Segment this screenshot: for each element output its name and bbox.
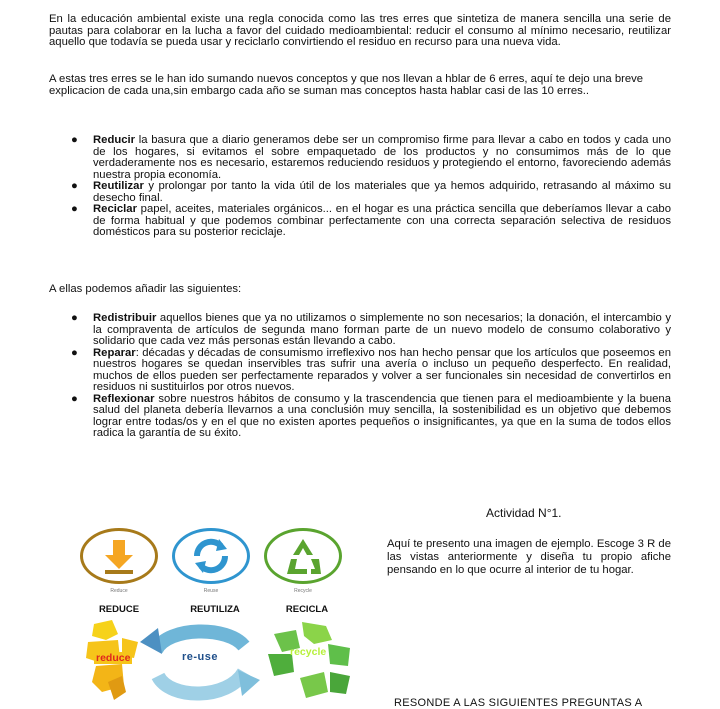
term-reutilizar: Reutilizar <box>93 180 144 193</box>
three-r-list <box>49 135 671 239</box>
activity-instructions: Aquí te presento una imagen de ejemplo. Escoge 3 R de las vistas anteriormente y diseña tu propio afiche pensando en lo que ocurre al interior de tu hogar. <box>387 538 671 576</box>
puzzle-reuse-word: re-use <box>182 651 219 663</box>
list-item <box>49 313 671 348</box>
list-item <box>49 394 671 440</box>
list-item-text: : décadas y décadas de consumismo irreflexivo nos han hecho pensar que los artículos que poseemos en nuestros hogares se quedan inservibles tras sufrir una avería o incluso un pequeño desperfecto. En realidad, muchos de ellos pueden ser perfectamente reparados y volver a ser funcionales sin necesidad de convertirlos en residuos ni sustituirlos por otros nuevos. <box>93 346 671 394</box>
bullet-icon: ● <box>71 134 78 146</box>
list-item <box>49 348 671 394</box>
bullet-icon: ● <box>71 392 78 405</box>
additional-intro: A ellas podemos añadir las siguientes: <box>49 283 242 295</box>
additional-r-list <box>49 313 671 440</box>
bottom-heading-cut: RESONDE A LAS SIGUIENTES PREGUNTAS A <box>394 697 643 709</box>
reduce-icon <box>80 528 158 584</box>
reuse-icon <box>172 528 250 584</box>
list-item-text: sobre nuestros hábitos de consumo y la trascendencia que tienen para el medioambiente y la buena salud del planeta debería llevarnos a una conclusión muy sencilla, la sostenibilidad es un objetivo que debemos lograr entre todas/os y en el que no existen aportes pequeños o insignificantes, ya que en la suma de todos ellos radica la garantía de su éxito. <box>93 392 671 440</box>
bullet-icon: ● <box>71 180 78 193</box>
term-reflexionar: Reflexionar <box>93 392 155 405</box>
list-item <box>49 181 671 204</box>
example-image <box>78 522 358 706</box>
list-item <box>49 204 671 239</box>
recycle-icon <box>264 528 342 584</box>
bullet-icon: ● <box>71 312 78 324</box>
reduce-caption: Reduce <box>110 588 128 594</box>
intro-paragraph-2: A estas tres erres se le han ido sumando nuevos conceptos y que nos llevan a hblar de 6 erres, aquí te dejo una breve explicacion de cada una,sin embargo cada año se suman mas conceptos hasta hablar casi de las 10 erres.. <box>49 73 644 97</box>
reuse-caption: Reuse <box>203 588 219 594</box>
term-reciclar: Reciclar <box>93 203 137 216</box>
puzzle-recycle-word: recycle <box>290 646 327 658</box>
puzzle-reduce-word: reduce <box>96 652 131 664</box>
list-item-text: la basura que a diario generamos debe ser un compromiso firme para llevar a cabo en todos y cada uno de los hogares, si evitamos el sobre empaquetado de los productos y no consumimos más de lo que verdaderamente nos es necesario, estaremos reduciendo residuos y protegiendo el entorno, favoreciendo además nuestra propia economía. <box>93 134 671 181</box>
list-item-text: y prolongar por tanto la vida útil de los materiales que ya hemos adquirido, retrasando al máximo su desecho final. <box>93 180 671 204</box>
term-reducir: Reducir <box>93 134 136 146</box>
list-item-text: papel, aceites, materiales orgánicos... en el hogar es una práctica sencilla que deberíamos llevar a cabo de forma habitual y que podemos combinar perfectamente con una correcta separación selectiva de residuos domésticos para su posterior reciclaje. <box>93 203 671 239</box>
bullet-icon: ● <box>71 203 78 216</box>
intro-paragraph-1: En la educación ambiental existe una regla conocida como las tres erres que sintetiza de manera sencilla una serie de pautas para colaborar en la lucha a favor del cuidado medioambiental: reducir el consumo al mínimo necesario, reutilizar aquello que todavía se pueda usar y reciclarlo convirtiendo el residuo en recurso para una nueva vida. <box>49 13 671 49</box>
term-reparar: Reparar <box>93 346 136 359</box>
reduce-label: REDUCE <box>98 604 140 615</box>
recicla-label: RECICLA <box>285 604 329 615</box>
term-redistribuir: Redistribuir <box>93 312 157 324</box>
reutiliza-label: REUTILIZA <box>190 604 240 615</box>
recycle-caption: Recycle <box>294 588 312 594</box>
list-item <box>49 135 671 181</box>
activity-title: Actividad N°1. <box>486 506 562 520</box>
bullet-icon: ● <box>71 346 78 359</box>
list-item-text: aquellos bienes que ya no utilizamos o simplemente no son necesarios; la donación, el intercambio y la compraventa de artículos de segunda mano forman parte de un nuevo modelo de consumo colaborativo y solidario que cada vez más personas están llevando a cabo. <box>93 312 671 348</box>
